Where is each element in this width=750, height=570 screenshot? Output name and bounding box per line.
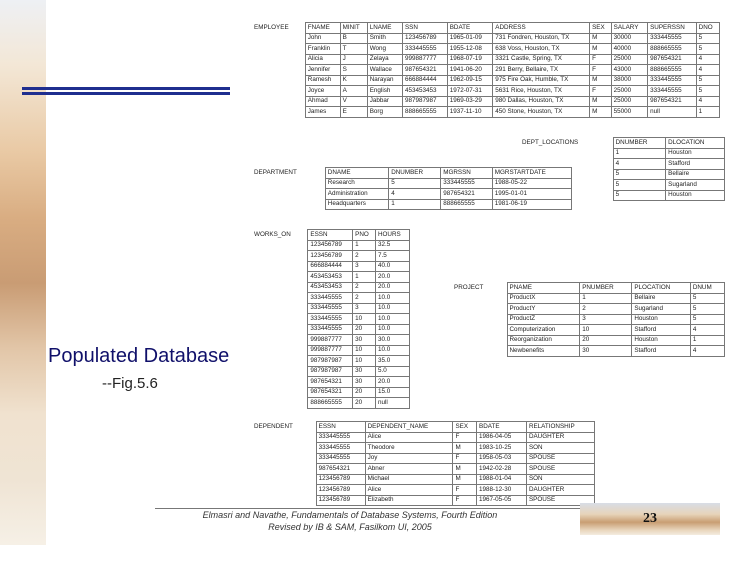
table-cell: 3321 Castle, Spring, TX — [493, 54, 590, 65]
table-cell: 4 — [690, 325, 724, 336]
works-on-table — [250, 229, 410, 409]
table-cell: 987654321 — [308, 377, 353, 388]
column-header: SALARY — [611, 23, 647, 34]
column-header: PNUMBER — [580, 283, 632, 294]
table-cell: Theodore — [365, 443, 453, 454]
table-cell: 4 — [690, 346, 724, 357]
table-cell: 10.0 — [375, 293, 409, 304]
table-cell: 1995-01-01 — [492, 189, 571, 200]
table-cell: 25000 — [611, 54, 647, 65]
table-cell: 10.0 — [375, 345, 409, 356]
table-cell: K — [340, 75, 367, 86]
employee-table — [250, 22, 720, 118]
table-cell: ProductZ — [507, 314, 580, 325]
table-cell: 2 — [353, 293, 376, 304]
table-cell: M — [453, 464, 477, 475]
table-cell: 333445555 — [308, 324, 353, 335]
column-header: ESSN — [308, 230, 353, 241]
table-row — [250, 75, 720, 86]
table-cell: 5631 Rice, Houston, TX — [493, 86, 590, 97]
table-cell: 10 — [353, 356, 376, 367]
table-cell: 10 — [353, 314, 376, 325]
footer-line-1: Elmasri and Navathe, Fundamentals of Database Systems, Fourth Edition — [202, 510, 498, 520]
relation-name: WORKS_ON — [254, 230, 291, 238]
table-cell: 666884444 — [308, 261, 353, 272]
column-header: PNO — [353, 230, 376, 241]
table-cell: M — [590, 75, 612, 86]
table-cell: 30 — [353, 377, 376, 388]
table-cell: SPOUSE — [526, 453, 594, 464]
table-cell: DAUGHTER — [526, 432, 594, 443]
table-cell: F — [453, 432, 477, 443]
table-cell: 5 — [696, 33, 719, 44]
page-number-box — [580, 503, 720, 535]
project-table — [450, 282, 725, 357]
column-header: SEX — [590, 23, 612, 34]
table-cell: 999887777 — [308, 345, 353, 356]
table-cell: F — [453, 453, 477, 464]
figure-reference: --Fig.5.6 — [102, 375, 158, 392]
relation-name: PROJECT — [454, 283, 484, 291]
table-cell: Wallace — [367, 65, 402, 76]
table-cell: 888665555 — [308, 398, 353, 409]
table-row — [250, 86, 720, 97]
table-cell: 1937-11-10 — [447, 107, 493, 118]
table-cell: Houston — [666, 190, 725, 201]
table-cell: 453453453 — [308, 282, 353, 293]
table-cell: 987654321 — [441, 189, 493, 200]
table-cell: F — [590, 65, 612, 76]
table-cell: Narayan — [367, 75, 402, 86]
relation-name: DEPARTMENT — [254, 168, 297, 176]
table-cell: 333445555 — [648, 33, 697, 44]
table-cell: Bellaire — [632, 293, 690, 304]
department-table — [250, 167, 572, 210]
table-cell: 5 — [389, 178, 441, 189]
table-cell: F — [453, 495, 477, 506]
table-cell: 453453453 — [308, 272, 353, 283]
slide-title: Populated Database — [48, 345, 230, 367]
table-cell: F — [590, 54, 612, 65]
table-cell: F — [453, 485, 477, 496]
footer-citation — [150, 509, 550, 533]
table-header-row — [450, 283, 725, 294]
table-row — [250, 96, 720, 107]
column-header: DNO — [696, 23, 719, 34]
table-cell: 1988-12-30 — [477, 485, 527, 496]
table-cell: 333445555 — [308, 303, 353, 314]
column-header: DNAME — [325, 168, 388, 179]
table-cell: 5.0 — [375, 366, 409, 377]
column-header: BDATE — [447, 23, 493, 34]
column-header: MINIT — [340, 23, 367, 34]
column-header: SSN — [402, 23, 447, 34]
table-row — [250, 44, 720, 55]
table-cell: 333445555 — [648, 86, 697, 97]
table-cell: Joy — [365, 453, 453, 464]
table-cell: Jennifer — [305, 65, 340, 76]
table-cell: Zelaya — [367, 54, 402, 65]
table-cell: 5 — [696, 75, 719, 86]
table-row — [250, 107, 720, 118]
table-cell: Michael — [365, 474, 453, 485]
table-cell: 1986-04-05 — [477, 432, 527, 443]
table-cell: 123456789 — [316, 485, 365, 496]
left-desert-decoration — [0, 0, 46, 545]
column-header: DEPENDENT_NAME — [365, 422, 453, 433]
table-cell: 40000 — [611, 44, 647, 55]
table-cell: 20.0 — [375, 282, 409, 293]
table-cell: Ahmad — [305, 96, 340, 107]
table-cell: 30 — [353, 335, 376, 346]
table-cell: 975 Fire Oak, Humble, TX — [493, 75, 590, 86]
table-row — [250, 54, 720, 65]
table-cell: Stafford — [632, 346, 690, 357]
relation-name: DEPENDENT — [254, 422, 293, 430]
table-cell: 4 — [696, 96, 719, 107]
table-cell: 4 — [696, 65, 719, 76]
table-cell: 453453453 — [402, 86, 447, 97]
column-header: DNUMBER — [613, 138, 666, 149]
table-cell: 38000 — [611, 75, 647, 86]
table-cell: 20 — [353, 324, 376, 335]
table-cell: Bellaire — [666, 169, 725, 180]
table-header-row — [518, 138, 725, 149]
table-header-row — [250, 422, 595, 433]
table-cell: 450 Stone, Houston, TX — [493, 107, 590, 118]
table-cell: 43000 — [611, 65, 647, 76]
table-cell: 7.5 — [375, 251, 409, 262]
table-cell: 55000 — [611, 107, 647, 118]
table-cell: Houston — [632, 335, 690, 346]
table-cell: ProductX — [507, 293, 580, 304]
table-cell: 1988-05-22 — [492, 178, 571, 189]
table-cell: 333445555 — [316, 453, 365, 464]
table-cell: M — [590, 44, 612, 55]
relation-name: EMPLOYEE — [254, 23, 289, 31]
table-cell: Sugarland — [632, 304, 690, 315]
table-cell: 333445555 — [316, 443, 365, 454]
table-cell: A — [340, 86, 367, 97]
table-cell: Smith — [367, 33, 402, 44]
table-cell: 333445555 — [316, 432, 365, 443]
table-cell: ProductY — [507, 304, 580, 315]
table-cell: 5 — [690, 304, 724, 315]
table-cell: 731 Fondren, Houston, TX — [493, 33, 590, 44]
table-cell: 888665555 — [402, 107, 447, 118]
table-cell: 3 — [353, 303, 376, 314]
table-cell: 5 — [613, 190, 666, 201]
table-cell: 5 — [613, 169, 666, 180]
column-header: SEX — [453, 422, 477, 433]
table-cell: SPOUSE — [526, 495, 594, 506]
table-cell: Houston — [632, 314, 690, 325]
table-cell: 291 Berry, Bellaire, TX — [493, 65, 590, 76]
table-cell: 20 — [580, 335, 632, 346]
table-cell: 20 — [353, 387, 376, 398]
table-cell: 1981-06-19 — [492, 199, 571, 210]
table-cell: 5 — [696, 86, 719, 97]
column-header: DNUM — [690, 283, 724, 294]
table-cell: 666884444 — [402, 75, 447, 86]
table-cell: 1983-10-25 — [477, 443, 527, 454]
table-cell: null — [648, 107, 697, 118]
table-cell: M — [453, 443, 477, 454]
table-cell: 1967-05-05 — [477, 495, 527, 506]
table-row — [250, 65, 720, 76]
column-header: PLOCATION — [632, 283, 690, 294]
table-cell: 1962-09-15 — [447, 75, 493, 86]
table-cell: 25000 — [611, 96, 647, 107]
table-cell: SPOUSE — [526, 464, 594, 475]
table-cell: 30.0 — [375, 335, 409, 346]
column-header: DLOCATION — [666, 138, 725, 149]
table-cell: 123456789 — [316, 474, 365, 485]
column-header: MGRSSN — [441, 168, 493, 179]
table-cell: 1972-07-31 — [447, 86, 493, 97]
table-cell: Stafford — [632, 325, 690, 336]
table-cell: Sugarland — [666, 180, 725, 191]
title-rule-bottom — [22, 92, 230, 95]
table-cell: John — [305, 33, 340, 44]
table-cell: SON — [526, 443, 594, 454]
table-cell: M — [590, 33, 612, 44]
column-header: SUPERSSN — [648, 23, 697, 34]
table-cell: 987654321 — [316, 464, 365, 475]
table-cell: 1941-06-20 — [447, 65, 493, 76]
table-header-row — [250, 23, 720, 34]
table-cell: 40.0 — [375, 261, 409, 272]
column-header: ADDRESS — [493, 23, 590, 34]
table-cell: 2 — [580, 304, 632, 315]
table-cell: 10.0 — [375, 303, 409, 314]
table-cell: 123456789 — [402, 33, 447, 44]
table-cell: 987987987 — [402, 96, 447, 107]
table-cell: 1 — [613, 148, 666, 159]
table-cell: 1965-01-09 — [447, 33, 493, 44]
table-cell: 1 — [353, 272, 376, 283]
column-header: LNAME — [367, 23, 402, 34]
table-cell: DAUGHTER — [526, 485, 594, 496]
table-cell: 4 — [613, 159, 666, 170]
table-cell: T — [340, 44, 367, 55]
table-cell: SON — [526, 474, 594, 485]
table-cell: S — [340, 65, 367, 76]
table-cell: 987987987 — [308, 366, 353, 377]
table-cell: 30000 — [611, 33, 647, 44]
table-cell: 333445555 — [308, 293, 353, 304]
table-cell: 3 — [580, 314, 632, 325]
table-cell: 10 — [353, 345, 376, 356]
table-row — [250, 33, 720, 44]
table-cell: 123456789 — [316, 495, 365, 506]
table-cell: M — [453, 474, 477, 485]
column-header: ESSN — [316, 422, 365, 433]
table-cell: M — [590, 96, 612, 107]
table-cell: 888665555 — [648, 65, 697, 76]
table-cell: 15.0 — [375, 387, 409, 398]
table-cell: Abner — [365, 464, 453, 475]
table-cell: 638 Voss, Houston, TX — [493, 44, 590, 55]
table-cell: 999887777 — [308, 335, 353, 346]
table-cell: E — [340, 107, 367, 118]
table-cell: 20.0 — [375, 272, 409, 283]
table-cell: Elizabeth — [365, 495, 453, 506]
table-cell: B — [340, 33, 367, 44]
table-cell: 1 — [690, 335, 724, 346]
table-cell: Research — [325, 178, 388, 189]
table-cell: 333445555 — [648, 75, 697, 86]
table-cell: 123456789 — [308, 251, 353, 262]
table-cell: 5 — [690, 293, 724, 304]
table-cell: 10.0 — [375, 314, 409, 325]
table-cell: 30 — [353, 366, 376, 377]
table-cell: 1968-07-19 — [447, 54, 493, 65]
table-cell: 1942-02-28 — [477, 464, 527, 475]
table-cell: null — [375, 398, 409, 409]
table-cell: 987654321 — [648, 96, 697, 107]
table-cell: V — [340, 96, 367, 107]
title-rule-top — [22, 87, 230, 90]
table-cell: Newbenefits — [507, 346, 580, 357]
column-header: DNUMBER — [389, 168, 441, 179]
table-cell: M — [590, 107, 612, 118]
table-cell: 20.0 — [375, 377, 409, 388]
footer-line-2: Revised by IB & SAM, Fasilkom UI, 2005 — [268, 522, 432, 532]
table-cell: Wong — [367, 44, 402, 55]
table-cell: 5 — [690, 314, 724, 325]
table-cell: Reorganization — [507, 335, 580, 346]
table-cell: James — [305, 107, 340, 118]
table-cell: 32.5 — [375, 240, 409, 251]
column-header: PNAME — [507, 283, 580, 294]
table-cell: 1958-05-03 — [477, 453, 527, 464]
table-cell: Alicia — [305, 54, 340, 65]
table-cell: Ramesh — [305, 75, 340, 86]
table-cell: 5 — [696, 44, 719, 55]
table-cell: Alice — [365, 432, 453, 443]
table-cell: Computerization — [507, 325, 580, 336]
table-cell: Administration — [325, 189, 388, 200]
table-cell: 333445555 — [441, 178, 493, 189]
table-cell: 987654321 — [308, 387, 353, 398]
table-cell: J — [340, 54, 367, 65]
dependent-table — [250, 421, 595, 506]
table-cell: English — [367, 86, 402, 97]
column-header: FNAME — [305, 23, 340, 34]
table-cell: 1955-12-08 — [447, 44, 493, 55]
table-cell: 10 — [580, 325, 632, 336]
table-cell: 333445555 — [308, 314, 353, 325]
table-cell: 333445555 — [402, 44, 447, 55]
column-header: RELATIONSHIP — [526, 422, 594, 433]
table-cell: 1 — [389, 199, 441, 210]
table-cell: 5 — [613, 180, 666, 191]
page-number: 23 — [643, 511, 657, 526]
table-cell: 35.0 — [375, 356, 409, 367]
table-cell: F — [590, 86, 612, 97]
table-cell: Jabbar — [367, 96, 402, 107]
table-cell: Joyce — [305, 86, 340, 97]
table-cell: 4 — [389, 189, 441, 200]
table-cell: 1988-01-04 — [477, 474, 527, 485]
table-cell: 980 Dallas, Houston, TX — [493, 96, 590, 107]
column-header: BDATE — [477, 422, 527, 433]
table-cell: 2 — [353, 282, 376, 293]
table-cell: Borg — [367, 107, 402, 118]
table-cell: 2 — [353, 251, 376, 262]
column-header: HOURS — [375, 230, 409, 241]
table-cell: 30 — [580, 346, 632, 357]
table-cell: Stafford — [666, 159, 725, 170]
table-cell: 4 — [696, 54, 719, 65]
table-cell: 20 — [353, 398, 376, 409]
table-cell: 1 — [580, 293, 632, 304]
table-cell: 987654321 — [648, 54, 697, 65]
table-cell: Houston — [666, 148, 725, 159]
table-cell: 10.0 — [375, 324, 409, 335]
table-cell: 1 — [696, 107, 719, 118]
table-cell: 25000 — [611, 86, 647, 97]
table-cell: 888665555 — [441, 199, 493, 210]
table-cell: 1 — [353, 240, 376, 251]
column-header: MGRSTARTDATE — [492, 168, 571, 179]
table-header-row — [250, 168, 572, 179]
table-cell: 999887777 — [402, 54, 447, 65]
table-cell: 987654321 — [402, 65, 447, 76]
table-cell: 123456789 — [308, 240, 353, 251]
table-cell: Alice — [365, 485, 453, 496]
table-cell: 3 — [353, 261, 376, 272]
table-cell: 987987987 — [308, 356, 353, 367]
relation-name: DEPT_LOCATIONS — [522, 138, 579, 146]
table-header-row — [250, 230, 410, 241]
table-cell: Headquarters — [325, 199, 388, 210]
table-cell: Franklin — [305, 44, 340, 55]
table-cell: 1969-03-29 — [447, 96, 493, 107]
table-cell: 888665555 — [648, 44, 697, 55]
